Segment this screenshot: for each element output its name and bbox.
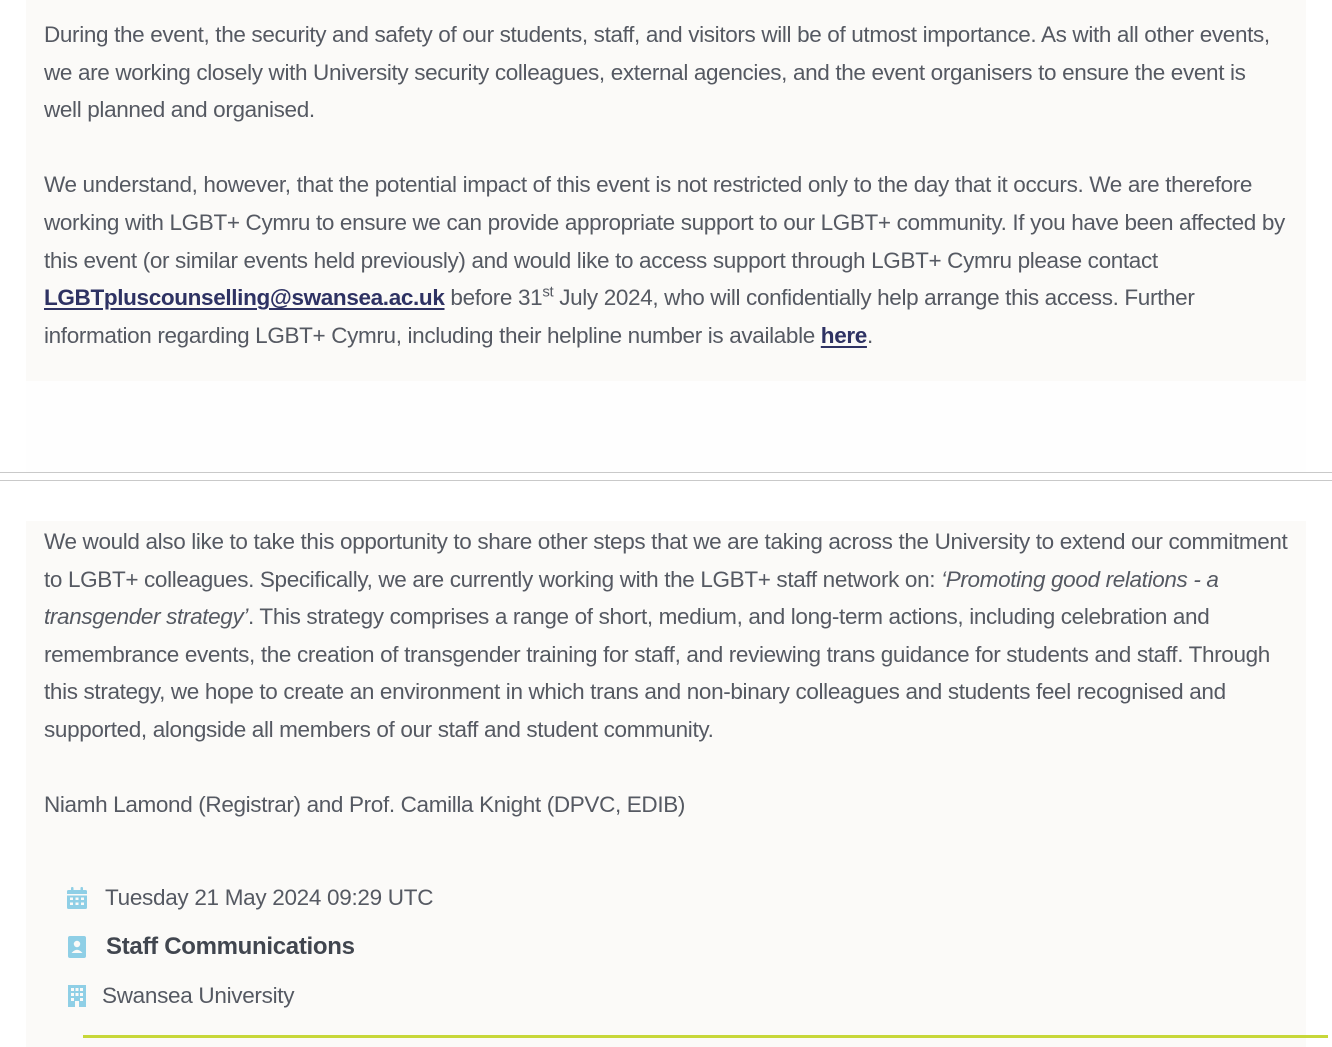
signature: Niamh Lamond (Registrar) and Prof. Camilla Knight (DPVC, EDIB) bbox=[44, 792, 686, 818]
strategy-title: ‘Promoting good relations - a transgender strategy’ bbox=[44, 566, 1219, 630]
meta-category[interactable]: Staff Communications bbox=[106, 933, 355, 960]
paragraph-support bbox=[44, 166, 1288, 354]
paragraph-strategy bbox=[44, 523, 1288, 749]
contact-card-icon bbox=[66, 935, 88, 959]
paragraph-support-end: . bbox=[866, 322, 873, 348]
meta-date: Tuesday 21 May 2024 09:29 UTC bbox=[105, 885, 434, 910]
section-divider-top bbox=[0, 472, 1332, 473]
counselling-email-link[interactable]: LGBTpluscounselling@swansea.ac.uk bbox=[44, 285, 445, 311]
meta-organisation-row bbox=[66, 983, 294, 1009]
paragraph-strategy-text-1: We would also like to take this opportunity to share other steps that we are taking across the University to extend our commitment to LGBT+ colleagues. Specifically, we are currently working with the LGBT+ staff network on: bbox=[44, 529, 1288, 592]
paragraph-strategy-text-2: . This strategy comprises a range of short, medium, and long-term actions, including celebration and remembrance events, the creation of transgender training for staff, and reviewing trans guidance for students and staff. Through this strategy, we hope to create an environment in which trans and non-binary colleagues and students feel recognised and supported, alongside all members of our staff and student community. bbox=[44, 604, 1270, 742]
paragraph-support-text-2: before 31 bbox=[444, 285, 543, 311]
meta-date-row bbox=[66, 885, 433, 911]
article-card-top-spacer bbox=[26, 381, 1306, 472]
article-card-bottom bbox=[26, 521, 1306, 1047]
section-divider-bottom bbox=[0, 480, 1332, 481]
meta-category-row bbox=[66, 933, 355, 961]
building-icon bbox=[66, 984, 88, 1008]
meta-organisation: Swansea University bbox=[102, 983, 295, 1008]
ordinal-suffix: st bbox=[542, 283, 554, 301]
paragraph-support-text-3: July 2024, who will confidentially help arrange this access. Further information regarding LGBT+ Cymru, including their helpline number is available bbox=[44, 285, 1195, 348]
calendar-icon bbox=[66, 886, 88, 910]
lgbt-cymru-info-link[interactable]: here bbox=[820, 322, 867, 348]
accent-underline bbox=[83, 1035, 1328, 1038]
paragraph-security: During the event, the security and safety of our students, staff, and visitors will be of utmost importance. As with all other events, we are working closely with University security colleagues, external agencies, and the event organisers to ensure the event is well planned and organised. bbox=[44, 22, 1270, 123]
article-card-top bbox=[26, 0, 1306, 381]
paragraph-support-text-1: We understand, however, that the potential impact of this event is not restricted only to the day that it occurs. We are therefore working with LGBT+ Cymru to ensure we can provide appropriate support to our LGBT+ community. If you have been affected by this event (or similar events held previously) and would like to access support through LGBT+ Cymru please contact bbox=[44, 172, 1285, 273]
